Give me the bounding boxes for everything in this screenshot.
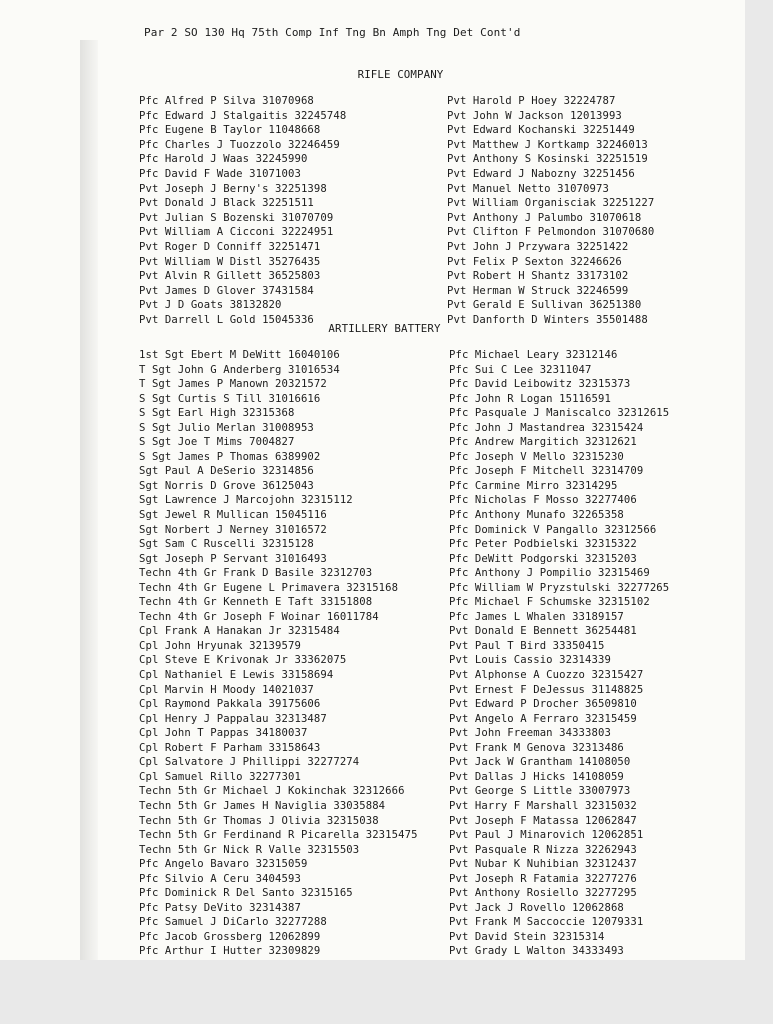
roster-entry: Pvt Dallas J Hicks 14108059 <box>449 770 624 783</box>
roster-entry: Pvt Donald E Bennett 36254481 <box>449 625 637 638</box>
roster-entry: Pvt Paul J Minarovich 12062851 <box>449 829 644 842</box>
roster-entry: Pfc Nicholas F Mosso 32277406 <box>449 494 637 507</box>
roster-entry: Sgt Joseph P Servant 31016493 <box>139 552 327 565</box>
roster-entry: Pfc Michael Leary 32312146 <box>449 349 618 361</box>
roster-entry: Pvt Clifton F Pelmondon 31070680 <box>447 226 655 239</box>
roster-entry: Pvt James D Glover 37431584 <box>139 284 314 297</box>
roster-entry: Techn 4th Gr Kenneth E Taft 33151808 <box>139 596 373 609</box>
roster-entry: Pvt David Stein 32315314 <box>449 930 605 943</box>
roster-entry: Pfc Dominick R Del Santo 32315165 <box>139 887 353 900</box>
roster-entry: Pvt Jack W Grantham 14108050 <box>449 756 631 769</box>
roster-entry: Pfc William W Pryzstulski 32277265 <box>449 581 670 594</box>
roster-entry: Pvt Roger D Conniff 32251471 <box>139 240 321 253</box>
roster-entry: Pfc DeWitt Podgorski 32315203 <box>449 552 637 565</box>
roster-entry: Cpl Salvatore J Phillippi 32277274 <box>139 756 360 769</box>
roster-entry: S Sgt Earl High 32315368 <box>139 407 295 420</box>
roster-entry: Pvt John J Przywara 32251422 <box>447 240 629 253</box>
roster-entry: Sgt Norris D Grove 36125043 <box>139 479 314 492</box>
roster-entry: Techn 4th Gr Eugene L Primavera 32315168 <box>139 581 399 594</box>
roster-entry: Sgt Jewel R Mullican 15045116 <box>139 509 327 522</box>
roster-entry: Pvt Edward J Nabozny 32251456 <box>447 167 635 180</box>
roster-entry: Pfc James L Whalen 33189157 <box>449 610 624 623</box>
roster-entry: Pvt William W Distl 35276435 <box>139 255 321 268</box>
roster-entry: Pvt William Organisciak 32251227 <box>447 197 655 210</box>
roster-entry: Pfc Joseph F Mitchell 32314709 <box>449 465 644 478</box>
artillery-battery-left-column <box>139 348 418 974</box>
roster-entry: Pfc Edward J Stalgaitis 32245748 <box>139 109 347 122</box>
roster-entry: Pvt Joseph R Fatamia 32277276 <box>449 872 637 885</box>
roster-entry: Pvt Frank M Genova 32313486 <box>449 741 624 754</box>
roster-entry: Pfc Michael F Schumske 32315102 <box>449 596 650 609</box>
roster-entry: Pfc Sui C Lee 32311047 <box>449 363 592 376</box>
roster-entry: Pvt Joseph J Berny's 32251398 <box>139 182 327 195</box>
roster-entry: Cpl Raymond Pakkala 39175606 <box>139 698 321 711</box>
roster-entry: Pvt John Freeman 34333803 <box>449 727 611 740</box>
roster-entry: Sgt Paul A DeSerio 32314856 <box>139 465 314 478</box>
roster-entry: Pvt Julian S Bozenski 31070709 <box>139 211 334 224</box>
roster-entry: Pvt John W Jackson 12013993 <box>447 109 622 122</box>
roster-entry: Pfc David F Wade 31071003 <box>139 167 301 180</box>
roster-entry: Pvt Matthew J Kortkamp 32246013 <box>447 138 648 151</box>
roster-entry: Pvt Manuel Netto 31070973 <box>447 182 609 195</box>
roster-entry: Pvt Paul T Bird 33350415 <box>449 639 605 652</box>
roster-entry: Pfc Charles J Tuozzolo 32246459 <box>139 138 340 151</box>
roster-entry: Techn 5th Gr James H Naviglia 33035884 <box>139 799 386 812</box>
roster-entry: Pvt William A Cicconi 32224951 <box>139 226 334 239</box>
roster-entry: Cpl John Hryunak 32139579 <box>139 639 301 652</box>
roster-entry: Pfc Alfred P Silva 31070968 <box>139 95 314 107</box>
roster-entry: Cpl Nathaniel E Lewis 33158694 <box>139 669 334 682</box>
roster-entry: Sgt Sam C Ruscelli 32315128 <box>139 538 314 551</box>
roster-entry: Pfc Harold J Waas 32245990 <box>139 153 308 166</box>
roster-entry: Pvt Frank M Saccoccie 12079331 <box>449 916 644 929</box>
roster-entry: Pfc Jacob Grossberg 12062899 <box>139 930 321 943</box>
rifle-company-heading: RIFLE COMPANY <box>357 68 444 81</box>
roster-entry: Pvt Anthony S Kosinski 32251519 <box>447 153 648 166</box>
roster-entry: Pvt Pasquale R Nizza 32262943 <box>449 843 637 856</box>
roster-entry: Techn 5th Gr Ferdinand R Picarella 32315475 <box>139 829 418 842</box>
roster-entry: Pvt Anthony J Palumbo 31070618 <box>447 211 642 224</box>
roster-entry: Sgt Norbert J Nerney 31016572 <box>139 523 327 536</box>
roster-entry: Pvt Nubar K Nuhibian 32312437 <box>449 858 637 871</box>
roster-entry: Pfc David Leibowitz 32315373 <box>449 378 631 391</box>
artillery-battery-heading: ARTILLERY BATTERY <box>328 322 441 335</box>
roster-entry: Pvt Robert H Shantz 33173102 <box>447 270 629 283</box>
roster-entry: T Sgt James P Manown 20321572 <box>139 378 327 391</box>
artillery-battery-right-column <box>449 348 669 974</box>
roster-entry: Pvt Louis Cassio 32314339 <box>449 654 611 667</box>
document-header: Par 2 SO 130 Hq 75th Comp Inf Tng Bn Amph Tng Det Cont'd <box>144 26 521 39</box>
roster-entry: Pfc Arthur I Hutter 32309829 <box>139 945 321 958</box>
roster-entry: Pvt Joseph F Matassa 12062847 <box>449 814 637 827</box>
roster-entry: Pvt Edward Kochanski 32251449 <box>447 124 635 137</box>
roster-entry: Pfc Andrew Margitich 32312621 <box>449 436 637 449</box>
roster-entry: Pfc Anthony Munafo 32265358 <box>449 509 624 522</box>
rifle-company-left-column <box>139 94 346 328</box>
roster-entry: Pvt Herman W Struck 32246599 <box>447 284 629 297</box>
roster-entry: S Sgt Curtis S Till 31016616 <box>139 392 321 405</box>
roster-entry: S Sgt James P Thomas 6389902 <box>139 450 321 463</box>
roster-entry: Pvt J D Goats 38132820 <box>139 299 282 312</box>
roster-entry: Cpl Steve E Krivonak Jr 33362075 <box>139 654 347 667</box>
roster-entry: S Sgt Julio Merlan 31008953 <box>139 421 314 434</box>
roster-entry: Sgt Lawrence J Marcojohn 32315112 <box>139 494 353 507</box>
roster-entry: Pfc John J Mastandrea 32315424 <box>449 421 644 434</box>
roster-entry: Pfc Pasquale J Maniscalco 32312615 <box>449 407 670 420</box>
roster-entry: Pvt Grady L Walton 34333493 <box>449 945 624 958</box>
roster-entry: Pvt Harry F Marshall 32315032 <box>449 799 637 812</box>
roster-entry: Cpl John T Pappas 34180037 <box>139 727 308 740</box>
roster-entry: Pvt Gerald E Sullivan 36251380 <box>447 299 642 312</box>
roster-entry: Pfc Anthony J Pompilio 32315469 <box>449 567 650 580</box>
roster-entry: S Sgt Joe T Mims 7004827 <box>139 436 295 449</box>
roster-entry: Cpl Marvin H Moody 14021037 <box>139 683 314 696</box>
roster-entry: Pvt Jack J Rovello 12062868 <box>449 901 624 914</box>
roster-entry: Techn 4th Gr Joseph F Woinar 16011784 <box>139 610 379 623</box>
roster-entry: Pvt Angelo A Ferraro 32315459 <box>449 712 637 725</box>
roster-entry: Pvt Anthony Rosiello 32277295 <box>449 887 637 900</box>
roster-entry: Techn 5th Gr Michael J Kokinchak 32312666 <box>139 785 405 798</box>
roster-entry: Pfc Angelo Bavaro 32315059 <box>139 858 308 871</box>
roster-entry: Pvt Edward P Drocher 36509810 <box>449 698 637 711</box>
roster-entry: Pvt George S Little 33007973 <box>449 785 631 798</box>
roster-entry: Pfc Peter Podbielski 32315322 <box>449 538 637 551</box>
roster-entry: Pvt Ernest F DeJessus 31148825 <box>449 683 644 696</box>
background-margin <box>0 960 745 1024</box>
roster-entry: Pfc Carmine Mirro 32314295 <box>449 479 618 492</box>
roster-entry: Techn 5th Gr Nick R Valle 32315503 <box>139 843 360 856</box>
roster-entry: Cpl Samuel Rillo 32277301 <box>139 770 301 783</box>
roster-entry: Pvt Darrell L Gold 15045336 <box>139 313 314 326</box>
roster-entry: T Sgt John G Anderberg 31016534 <box>139 363 340 376</box>
roster-entry: Pfc Joseph V Mello 32315230 <box>449 450 624 463</box>
roster-entry: Pfc Samuel J DiCarlo 32277288 <box>139 916 327 929</box>
roster-entry: Pvt Felix P Sexton 32246626 <box>447 255 622 268</box>
roster-entry: Pvt Donald J Black 32251511 <box>139 197 314 210</box>
roster-entry: Cpl Henry J Pappalau 32313487 <box>139 712 327 725</box>
roster-entry: Pfc John R Logan 15116591 <box>449 392 611 405</box>
roster-entry: Cpl Robert F Parham 33158643 <box>139 741 321 754</box>
roster-entry: Techn 4th Gr Frank D Basile 32312703 <box>139 567 373 580</box>
roster-entry: Pfc Silvio A Ceru 3404593 <box>139 872 301 885</box>
roster-entry: Pvt Harold P Hoey 32224787 <box>447 95 616 107</box>
roster-entry: Pvt Alphonse A Cuozzo 32315427 <box>449 669 644 682</box>
roster-entry: Pfc Patsy DeVito 32314387 <box>139 901 301 914</box>
roster-entry: 1st Sgt Ebert M DeWitt 16040106 <box>139 349 340 361</box>
roster-entry: Pfc Dominick V Pangallo 32312566 <box>449 523 657 536</box>
roster-entry: Techn 5th Gr Thomas J Olivia 32315038 <box>139 814 379 827</box>
roster-entry: Pfc Eugene B Taylor 11048668 <box>139 124 321 137</box>
roster-entry: Pvt Danforth D Winters 35501488 <box>447 313 648 326</box>
rifle-company-right-column <box>447 94 654 328</box>
roster-entry: Cpl Frank A Hanakan Jr 32315484 <box>139 625 340 638</box>
roster-entry: Pvt Alvin R Gillett 36525803 <box>139 270 321 283</box>
